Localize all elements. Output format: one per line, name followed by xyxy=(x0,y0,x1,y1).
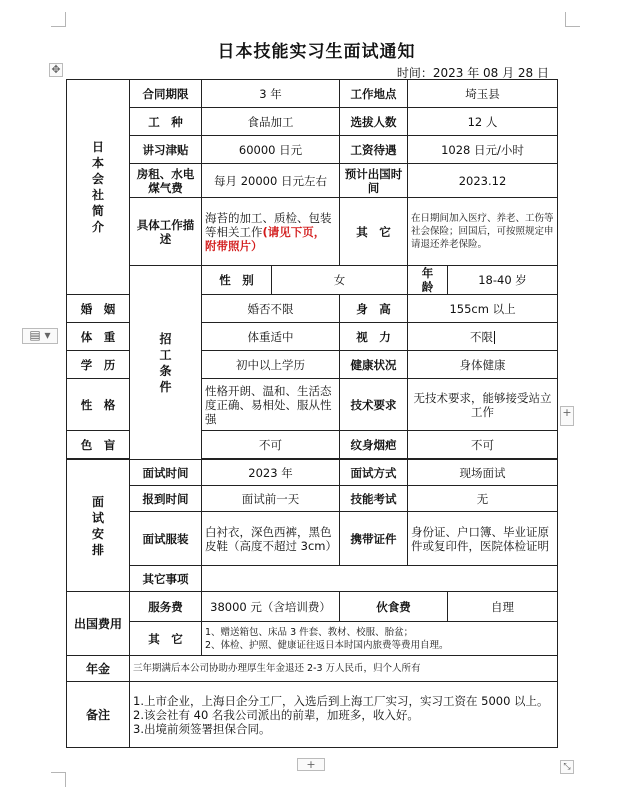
age-value: 18-40 岁 xyxy=(448,266,558,295)
location-value: 埼玉县 xyxy=(408,80,558,108)
company-other-label: 其 它 xyxy=(340,198,408,266)
interview-other-label: 其它事项 xyxy=(130,566,202,592)
marriage-label: 婚 姻 xyxy=(67,295,130,323)
note-line-1: 1.上市企业，上海日企分工厂，入选后到上海工厂实习，实习工资在 5000 以上。 xyxy=(133,693,549,708)
notice-table xyxy=(66,79,558,748)
skill-value: 无技术要求，能够接受站立工作 xyxy=(408,379,558,431)
rent-value: 每月 20000 日元左右 xyxy=(202,164,340,198)
service-fee-label: 服务费 xyxy=(130,592,202,622)
interview-method-value: 现场面试 xyxy=(408,460,558,486)
text-cursor xyxy=(494,331,495,344)
skill-label: 技术要求 xyxy=(340,379,408,431)
personality-label: 性 格 xyxy=(67,379,130,431)
depart-value: 2023.12 xyxy=(408,164,558,198)
dress-label: 面试服装 xyxy=(130,512,202,566)
crop-mark-bottom-left xyxy=(51,772,66,787)
tattoo-value: 不可 xyxy=(408,431,558,459)
report-time-value: 面试前一天 xyxy=(202,486,340,512)
color-label: 色 盲 xyxy=(67,431,130,459)
docs-label: 携带证件 xyxy=(340,512,408,566)
docs-value: 身份证、户口簿、毕业证原件或复印件，医院体检证明 xyxy=(408,512,558,566)
gender-value: 女 xyxy=(272,266,408,295)
marriage-value: 婚否不限 xyxy=(202,295,340,323)
work-desc-value: 海苔的加工、质检、包装等相关工作(请见下页，附带照片） xyxy=(202,198,340,266)
add-column-icon[interactable]: + xyxy=(560,406,574,426)
depart-label: 预计出国时间 xyxy=(340,164,408,198)
food-fee-value: 自理 xyxy=(448,592,558,622)
health-value: 身体健康 xyxy=(408,351,558,379)
company-other-value: 在日期间加入医疗、养老、工伤等社会保险；回国后，可按照规定申请退还养老保险。 xyxy=(408,198,558,266)
layout-options-icon[interactable]: ▤ ▾ xyxy=(22,328,58,344)
table-move-handle-icon[interactable]: ✥ xyxy=(49,63,63,77)
notice-date: 时间：2023 年 08 月 28 日 xyxy=(396,66,549,80)
add-row-icon[interactable]: + xyxy=(297,758,325,771)
health-label: 健康状况 xyxy=(340,351,408,379)
notes-value xyxy=(130,682,558,748)
section-recruit: 招工条件 xyxy=(130,266,202,460)
work-desc-note: (请见下页，附带照片） xyxy=(205,224,326,253)
weight-label: 体 重 xyxy=(67,323,130,351)
contract-label: 合同期限 xyxy=(130,80,202,108)
vision-label: 视 力 xyxy=(340,323,408,351)
job-value: 食品加工 xyxy=(202,108,340,136)
crop-mark-top-left xyxy=(51,12,66,27)
location-label: 工作地点 xyxy=(340,80,408,108)
edu-value: 初中以上学历 xyxy=(202,351,340,379)
dress-value: 白衬衣，深色西裤，黑色皮鞋（高度不超过 3cm） xyxy=(202,512,340,566)
interview-other-value xyxy=(202,566,558,592)
fees-other-label: 其 它 xyxy=(130,622,202,656)
work-desc-label: 具体工作描述 xyxy=(130,198,202,266)
report-time-label: 报到时间 xyxy=(130,486,202,512)
height-label: 身 高 xyxy=(340,295,408,323)
fees-other-value xyxy=(202,622,558,656)
notes-label: 备注 xyxy=(67,682,130,748)
interview-method-label: 面试方式 xyxy=(340,460,408,486)
note-line-3: 3.出境前须签署担保合同。 xyxy=(133,721,271,736)
wage-value: 1028 日元/小时 xyxy=(408,136,558,164)
vision-cell[interactable] xyxy=(408,323,558,351)
select-value: 12 人 xyxy=(408,108,558,136)
edu-label: 学 历 xyxy=(67,351,130,379)
weight-value: 体重适中 xyxy=(202,323,340,351)
height-value: 155cm 以上 xyxy=(408,295,558,323)
age-label: 年 龄 xyxy=(408,266,448,295)
section-company: 日本会社简介 xyxy=(67,80,130,295)
note-line-2: 2.该会社有 40 名我公司派出的前辈，加班多，收入好。 xyxy=(133,707,419,722)
skill-exam-label: 技能考试 xyxy=(340,486,408,512)
skill-exam-value: 无 xyxy=(408,486,558,512)
interview-time-value: 2023 年 xyxy=(202,460,340,486)
section-fees: 出国费用 xyxy=(67,592,130,656)
contract-value: 3 年 xyxy=(202,80,340,108)
select-label: 选拔人数 xyxy=(340,108,408,136)
color-value: 不可 xyxy=(202,431,340,459)
personality-value: 性格开朗、温和、生活态度正确、易相处、服从性强 xyxy=(202,379,340,431)
rent-label: 房租、水电煤气费 xyxy=(130,164,202,198)
tattoo-label: 纹身烟疤 xyxy=(340,431,408,459)
fees-other-line-1: 1、赠送箱包、床品 3 件套、教材、校服、胎盆； xyxy=(205,626,414,638)
interview-time-label: 面试时间 xyxy=(130,460,202,486)
crop-mark-top-right xyxy=(565,12,580,27)
service-fee-value: 38000 元（含培训费） xyxy=(202,592,340,622)
pension-value: 三年期满后本公司协助办理厚生年金退还 2-3 万人民币，归个人所有 xyxy=(130,656,558,682)
pension-label: 年金 xyxy=(67,656,130,682)
fees-other-line-2: 2、体检、护照、健康证往返日本时国内旅费等费用自理。 xyxy=(205,639,449,651)
wage-label: 工资待遇 xyxy=(340,136,408,164)
allowance-value: 60000 日元 xyxy=(202,136,340,164)
table-resize-icon[interactable]: ⤡ xyxy=(560,760,574,774)
food-fee-label: 伙食费 xyxy=(340,592,448,622)
allowance-label: 讲习津贴 xyxy=(130,136,202,164)
document-title: 日本技能实习生面试通知 xyxy=(217,42,416,62)
job-label: 工 种 xyxy=(130,108,202,136)
vision-value: 不限 xyxy=(470,329,494,344)
gender-label: 性 别 xyxy=(202,266,272,295)
section-interview: 面试安排 xyxy=(67,460,130,592)
